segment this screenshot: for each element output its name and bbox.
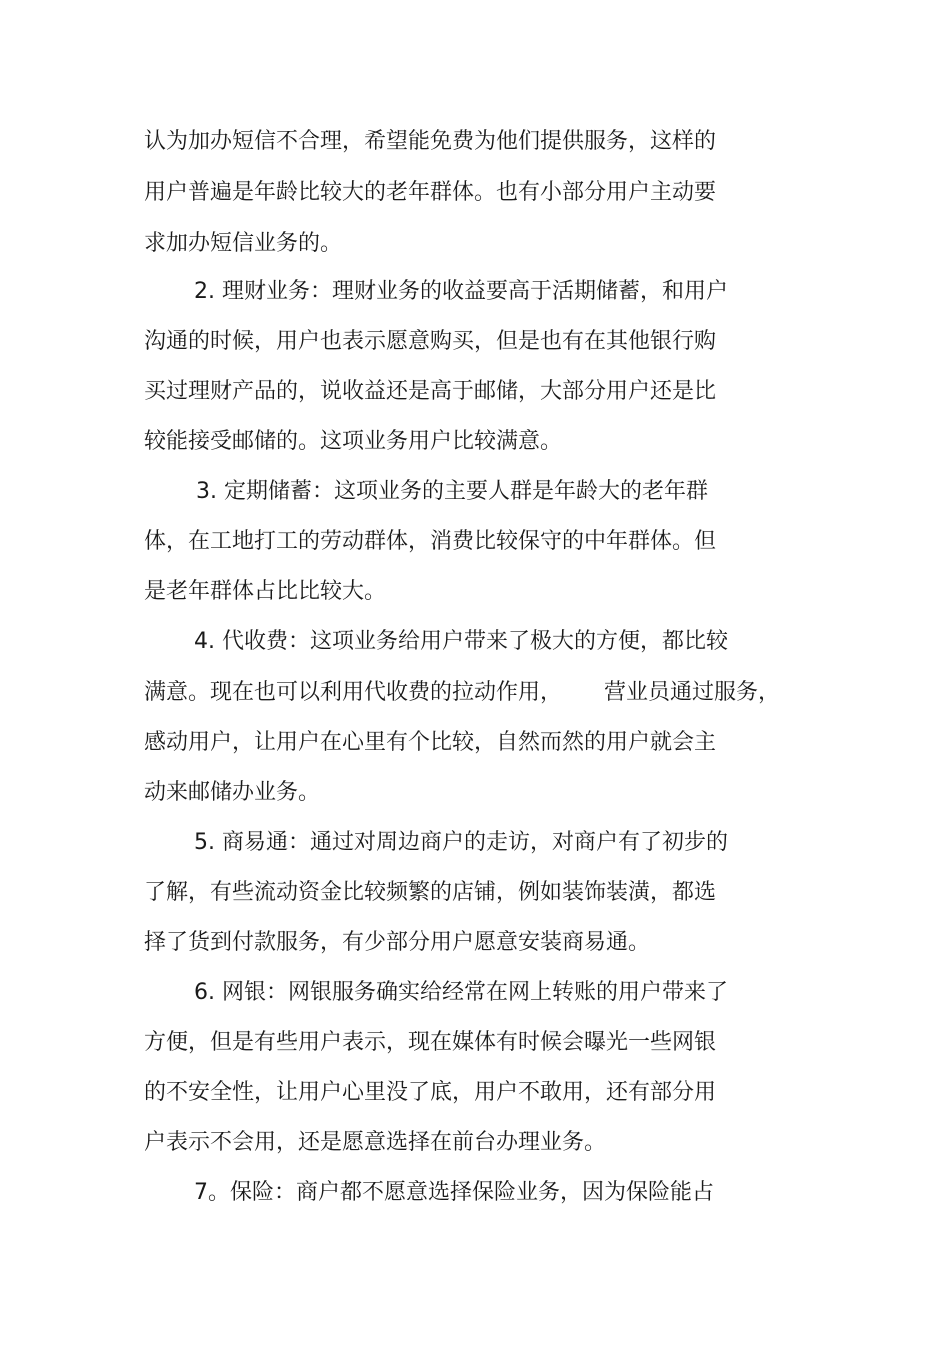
paragraph-2-start: 2. 理财业务：理财业务的收益要高于活期储蓄，和用户 [194,279,728,304]
text-line: 认为加办短信不合理，希望能免费为他们提供服务，这样的 [144,129,717,154]
text-line: 满意。现在也可以利用代收费的拉动作用， 营业员通过服务， [144,680,780,705]
text-line: 沟通的时候，用户也表示愿意购买，但是也有在其他银行购 [144,329,717,354]
paragraph-3-start: 3. 定期储蓄：这项业务的主要人群是年龄大的老年群 [196,479,708,504]
text-line: 了解，有些流动资金比较频繁的店铺，例如装饰装潢，都选 [144,880,717,905]
text-line: 是老年群体占比比较大。 [144,579,387,604]
text-line: 用户普遍是年龄比较大的老年群体。也有小部分用户主动要 [144,180,717,205]
text-line: 方便，但是有些用户表示，现在媒体有时候会曝光一些网银 [144,1030,717,1055]
text-line: 择了货到付款服务，有少部分用户愿意安装商易通。 [144,930,651,955]
text-line: 求加办短信业务的。 [144,231,343,256]
text-line: 感动用户，让用户在心里有个比较，自然而然的用户就会主 [144,730,717,755]
paragraph-6-start: 6. 网银：网银服务确实给经常在网上转账的用户带来了 [194,980,728,1005]
paragraph-5-start: 5. 商易通：通过对周边商户的走访，对商户有了初步的 [194,830,728,855]
paragraph-7-start: 7。保险：商户都不愿意选择保险业务，因为保险能占 [194,1180,714,1205]
text-line: 动来邮储办业务。 [144,780,321,805]
text-line: 较能接受邮储的。这项业务用户比较满意。 [144,429,563,454]
text-line: 户表示不会用，还是愿意选择在前台办理业务。 [144,1130,607,1155]
text-line: 买过理财产品的，说收益还是高于邮储，大部分用户还是比 [144,379,717,404]
text-line: 的不安全性，让用户心里没了底，用户不敢用，还有部分用 [144,1080,717,1105]
paragraph-4-start: 4. 代收费：这项业务给用户带来了极大的方便，都比较 [194,629,728,654]
text-line: 体，在工地打工的劳动群体，消费比较保守的中年群体。但 [144,529,717,554]
